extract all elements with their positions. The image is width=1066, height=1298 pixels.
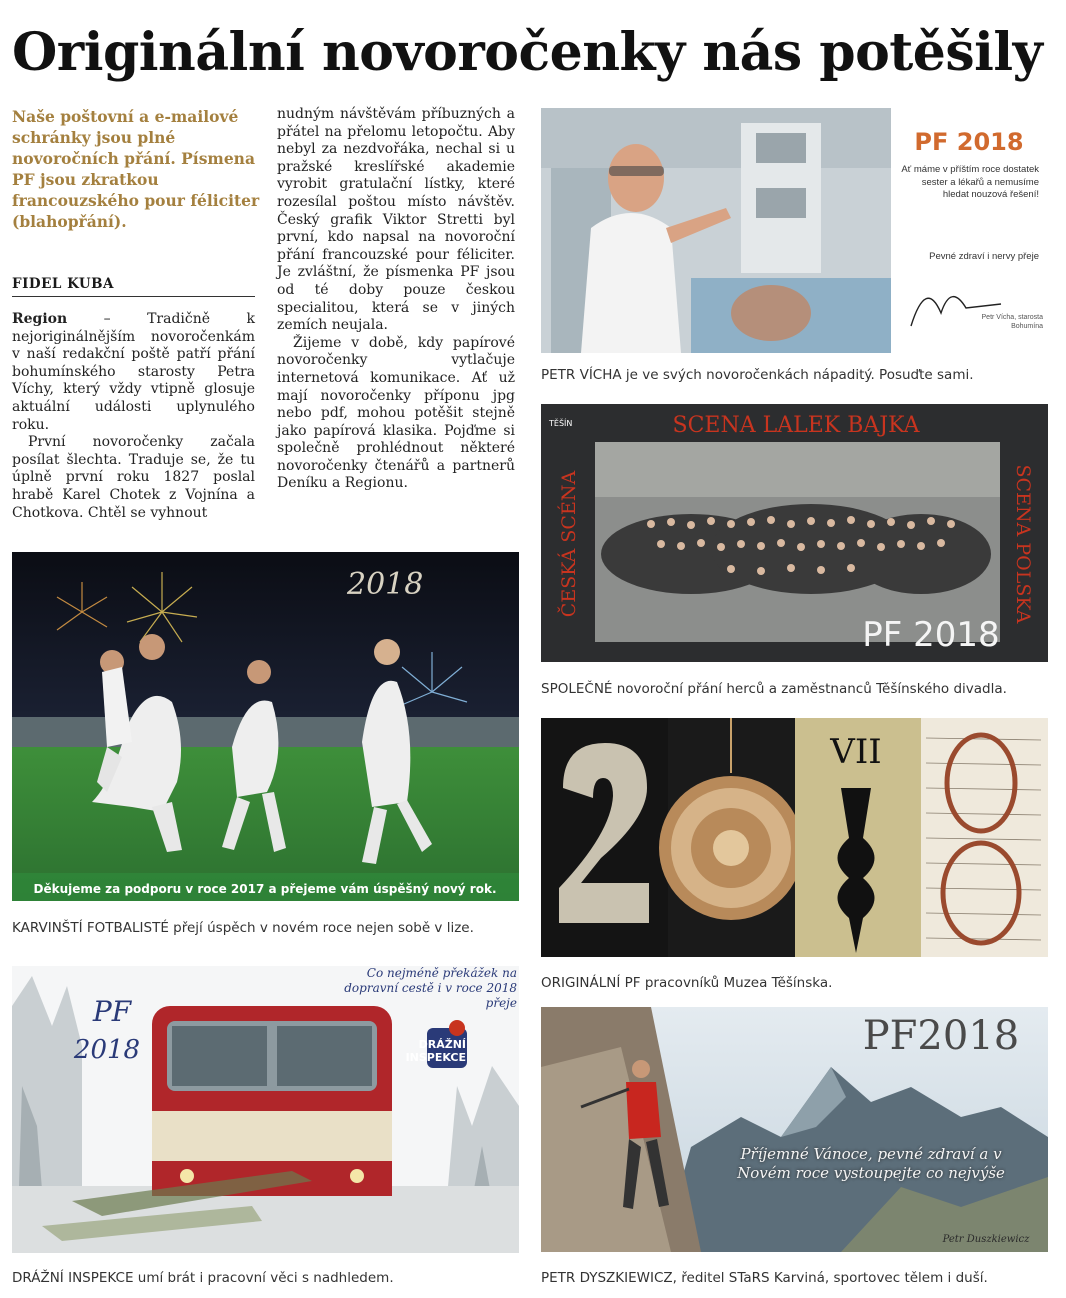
caption-football: KARVINŠTÍ FOTBALISTÉ přejí úspěch v novém roce nejen sobě v lize. xyxy=(12,920,474,936)
article-paragraph: Žijeme v době, kdy papírové novoročenky vytlačuje internetová komunikace. Ať už mají novoročenky příponu jpg nebo pdf, mohou potěšit stejně jako papírová klasika. Pojďme si společně prohlédnout některé novoročenky čtenářů a partnerů Deníku a Regionu. xyxy=(277,334,515,492)
svg-text:VII: VII xyxy=(830,732,882,772)
rail-logo: DRÁŽNÍ INSPEKCE xyxy=(405,1038,466,1064)
article-paragraph xyxy=(12,311,255,434)
rail-pf-card xyxy=(12,966,519,1253)
vicha-card-text: Ať máme v příštím roce dostatek sester a lékařů a nemusíme hledat nouzová řešení! xyxy=(901,164,1039,200)
lead-paragraph: Naše poštovní a e-mailové schránky jsou plné novoročních přání. Písmena PF jsou zkratkou francouzského pour féliciter (blahopřání). xyxy=(12,107,260,231)
vicha-card-signer: Petr Vícha, starosta Bohumína xyxy=(981,314,1043,330)
theatre-pf-card xyxy=(541,404,1048,662)
rail-year: 2018 xyxy=(73,1035,141,1065)
theatre-top-label: SCENA LALEK BAJKA xyxy=(672,413,920,438)
rail-pf: PF xyxy=(92,995,132,1028)
caption-theatre: SPOLEČNÉ novoroční přání herců a zaměstnanců Těšínského divadla. xyxy=(541,681,1007,697)
caption-rail: DRÁŽNÍ INSPEKCE umí brát i pracovní věci s nadhledem. xyxy=(12,1270,394,1286)
caption-mountain: PETR DYSZKIEWICZ, ředitel STaRS Karviná, sportovec tělem i duší. xyxy=(541,1270,988,1286)
vicha-card-wish: Pevné zdraví i nervy přeje xyxy=(929,251,1039,262)
paragraph-text: – Tradičně k nejoriginálnějším novoročenkám v naší redakční poště patří přání bohumínského starosty Petra Víchy, který vždy vtipně glosuje aktuální události uplynulého roku. xyxy=(12,311,255,433)
theatre-logo: TĚŠÍN xyxy=(549,419,573,428)
football-banner: Děkujeme za podporu v roce 2017 a přejeme vám úspěšný nový rok. xyxy=(33,882,497,896)
theatre-left-label: ČESKÁ SCÉNA xyxy=(558,470,580,618)
rail-card-text: Co nejméně překážek na dopravní cestě i v roce 2018 přeje xyxy=(344,966,517,1010)
mountain-pf-card xyxy=(541,1007,1048,1252)
article-column-2 xyxy=(277,106,515,493)
article-paragraph: První novoročenky začala posílat šlechta. Traduje se, že tu úplně první roku 1827 poslal hrabě Karel Chotek z Vojnína a Chotkova. Chtěl se vyhnout xyxy=(12,434,255,521)
theatre-right-label: SCENA POLSKA xyxy=(1012,464,1034,624)
museum-pf-card xyxy=(541,718,1048,957)
theatre-pf: PF 2018 xyxy=(862,615,1000,655)
headline: Originální novoročenky nás potěšily xyxy=(12,22,1043,83)
mountain-sign: Petr Duszkiewicz xyxy=(942,1234,1030,1245)
article-paragraph: nudným návštěvám příbuzných a přátel na přelomu letopočtu. Aby nebyl za nezdvořáka, nechal si u pražské kreslířské akademie vyrobit gratulační lístky, které rozesílal poštou místo návštěv. Český grafik Viktor Stretti byl první, kdo napsal na novoroční přání francouzské pour féliciter. Je zvláštní, že písmenka PF jsou od té doby pouze českou specialitou, která se v jiných zemích neujala. xyxy=(277,106,515,334)
dateline: Region xyxy=(12,311,68,327)
caption-vicha: PETR VÍCHA je ve svých novoročenkách nápaditý. Posuďte sami. xyxy=(541,367,974,383)
byline: FIDEL KUBA xyxy=(12,276,255,297)
vicha-pf-card xyxy=(541,108,1048,353)
vicha-pf-title: PF 2018 xyxy=(914,128,1024,156)
football-pf-card xyxy=(12,552,519,901)
mountain-card-text: Příjemné Vánoce, pevné zdraví a v Novém roce vystoupejte co nejvýše xyxy=(737,1145,1005,1182)
football-year: 2018 xyxy=(347,567,424,602)
caption-museum: ORIGINÁLNÍ PF pracovníků Muzea Těšínska. xyxy=(541,975,833,991)
article-column-1 xyxy=(12,311,255,522)
mountain-pf: PF2018 xyxy=(862,1013,1020,1059)
